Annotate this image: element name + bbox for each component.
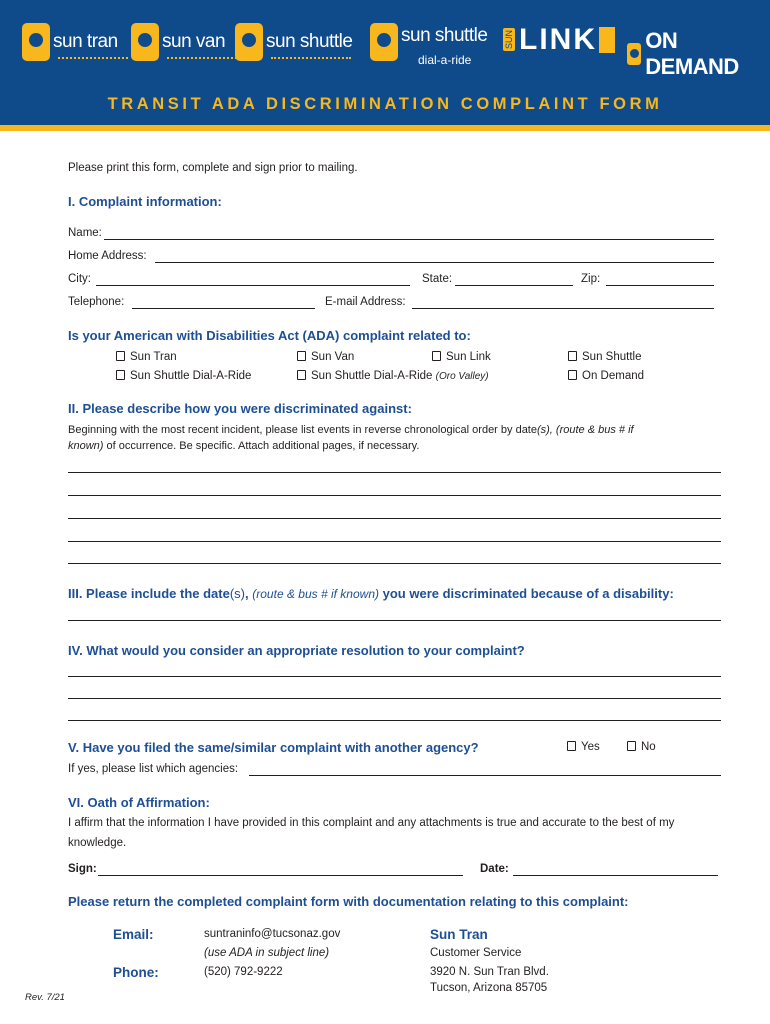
section-1-heading: I. Complaint information: <box>68 194 222 209</box>
option-sun-van[interactable]: Sun Van <box>297 351 354 363</box>
name-field[interactable] <box>104 239 714 240</box>
zip-field[interactable] <box>606 285 714 286</box>
on-demand-logo: ON DEMAND <box>627 28 770 80</box>
form-title: TRANSIT ADA DISCRIMINATION COMPLAINT FORM <box>107 95 663 113</box>
checkbox[interactable] <box>627 741 636 751</box>
state-field[interactable] <box>455 285 573 286</box>
option-sun-tran[interactable]: Sun Tran <box>116 351 177 363</box>
sign-label: Sign: <box>68 863 97 875</box>
sun-icon <box>370 23 398 61</box>
checkbox[interactable] <box>432 351 441 361</box>
org-name: Sun Tran <box>430 927 488 942</box>
option-on-demand[interactable]: On Demand <box>568 370 644 382</box>
resolution-line[interactable] <box>68 698 721 699</box>
org-city: Tucson, Arizona 85705 <box>430 982 548 994</box>
org-department: Customer Service <box>430 947 522 959</box>
checkbox[interactable] <box>297 351 306 361</box>
name-label: Name: <box>68 227 102 239</box>
state-label: State: <box>422 273 453 285</box>
oath-text-line-1: I affirm that the information I have provided in this complaint and any attachments is true and accurate to the best of my <box>68 817 675 829</box>
date-label: Date: <box>480 863 509 875</box>
option-no[interactable]: No <box>627 741 656 753</box>
section-2-instructions-line-2: known) of occurrence. Be specific. Attach additional pages, if necessary. <box>68 440 420 452</box>
sun-tran-logo: sun tran <box>22 20 118 64</box>
date-field[interactable] <box>513 875 718 876</box>
revision-label: Rev. 7/21 <box>25 992 65 1003</box>
email-contact-label: Email: <box>113 927 154 942</box>
option-sun-shuttle-dial-a-ride[interactable]: Sun Shuttle Dial-A-Ride <box>116 370 251 382</box>
checkbox[interactable] <box>297 370 306 380</box>
sun-icon <box>131 23 159 61</box>
option-sun-link[interactable]: Sun Link <box>432 351 491 363</box>
option-sun-shuttle-dial-a-ride-oro-valley[interactable]: Sun Shuttle Dial-A-Ride (Oro Valley) <box>297 370 489 382</box>
description-line[interactable] <box>68 563 721 564</box>
option-sun-shuttle[interactable]: Sun Shuttle <box>568 351 641 363</box>
contact-phone: (520) 792-9222 <box>204 966 283 978</box>
description-line[interactable] <box>68 518 721 519</box>
section-5-heading: V. Have you filed the same/similar complaint with another agency? <box>68 740 479 755</box>
checkbox[interactable] <box>568 351 577 361</box>
sun-shuttle-dial-a-ride-logo: sun shuttle dial-a-ride <box>370 20 487 64</box>
email-label: E-mail Address: <box>325 296 406 308</box>
description-line[interactable] <box>68 495 721 496</box>
dates-line[interactable] <box>68 620 721 621</box>
checkbox[interactable] <box>567 741 576 751</box>
section-3-heading: III. Please include the date(s), (route & bus # if known) you were discriminated because of a disability: <box>68 586 674 601</box>
option-yes[interactable]: Yes <box>567 741 600 753</box>
ada-heading: Is your American with Disabilities Act (ADA) complaint related to: <box>68 328 471 343</box>
telephone-label: Telephone: <box>68 296 125 308</box>
address-field[interactable] <box>155 262 714 263</box>
signature-field[interactable] <box>98 875 463 876</box>
oath-text-line-2: knowledge. <box>68 837 127 849</box>
section-6-heading: VI. Oath of Affirmation: <box>68 795 210 810</box>
intro-text: Please print this form, complete and sign prior to mailing. <box>68 162 358 174</box>
agencies-label: If yes, please list which agencies: <box>68 763 239 775</box>
description-line[interactable] <box>68 541 721 542</box>
zip-label: Zip: <box>581 273 601 285</box>
sun-van-logo: sun van <box>131 20 225 64</box>
section-4-heading: IV. What would you consider an appropriate resolution to your complaint? <box>68 643 525 658</box>
checkbox[interactable] <box>116 351 125 361</box>
section-2-instructions-line-1: Beginning with the most recent incident, please list events in reverse chronological order by date(s), (route & bus # if <box>68 424 634 436</box>
contact-email[interactable]: suntraninfo@tucsonaz.gov <box>204 928 341 940</box>
agencies-field[interactable] <box>249 775 721 776</box>
sun-link-logo: SUN LINK <box>503 22 615 58</box>
checkbox[interactable] <box>568 370 577 380</box>
sun-shuttle-logo: sun shuttle <box>235 20 352 64</box>
email-field[interactable] <box>412 308 714 309</box>
email-note: (use ADA in subject line) <box>204 947 330 959</box>
return-heading: Please return the completed complaint form with documentation relating to this complaint: <box>68 894 629 909</box>
resolution-line[interactable] <box>68 720 721 721</box>
sun-icon <box>22 23 50 61</box>
telephone-field[interactable] <box>132 308 315 309</box>
checkbox[interactable] <box>116 370 125 380</box>
sun-icon <box>235 23 263 61</box>
address-label: Home Address: <box>68 250 147 262</box>
description-line[interactable] <box>68 472 721 473</box>
org-street: 3920 N. Sun Tran Blvd. <box>430 966 549 978</box>
section-2-heading: II. Please describe how you were discriminated against: <box>68 401 412 416</box>
city-field[interactable] <box>96 285 410 286</box>
resolution-line[interactable] <box>68 676 721 677</box>
phone-contact-label: Phone: <box>113 965 159 980</box>
header-accent-bar <box>0 125 770 131</box>
city-label: City: <box>68 273 91 285</box>
sun-icon <box>627 43 641 65</box>
